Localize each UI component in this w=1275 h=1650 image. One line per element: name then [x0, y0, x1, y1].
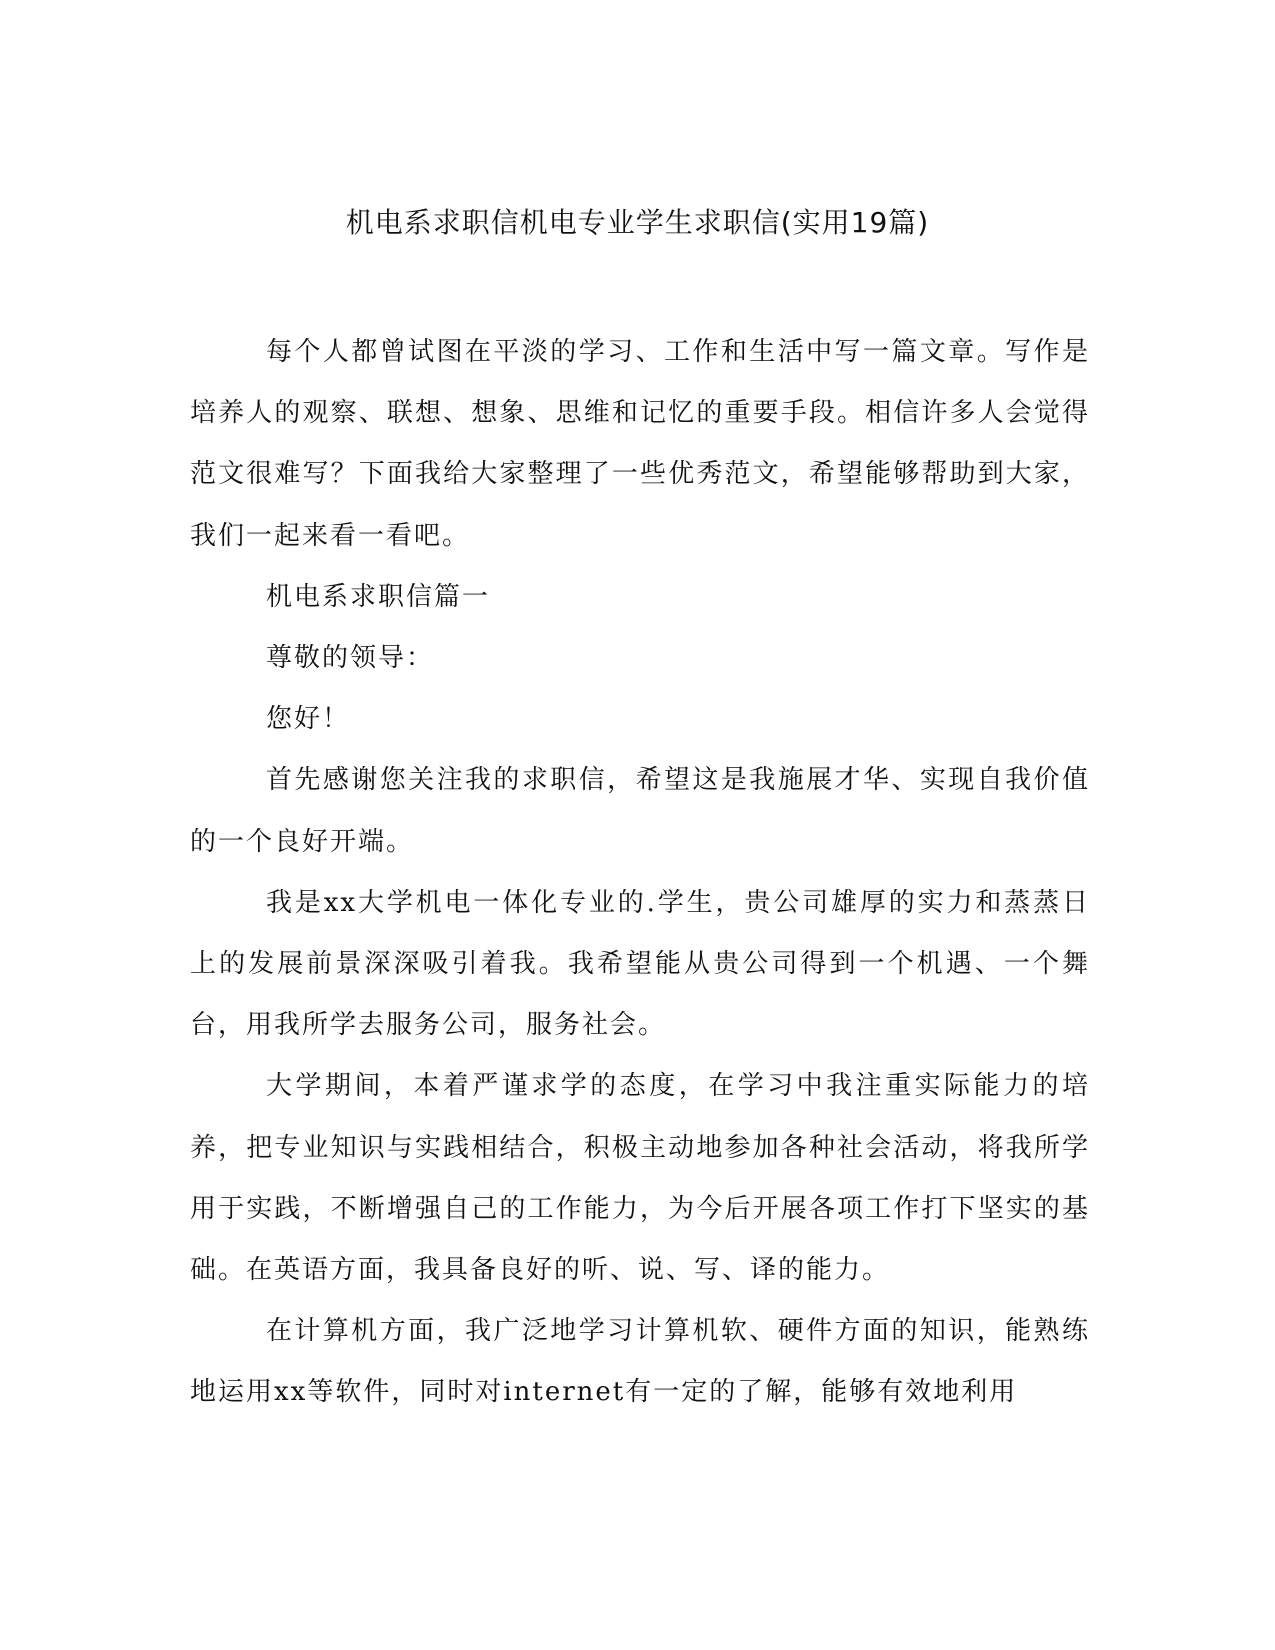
body-paragraph: 我是xx大学机电一体化专业的.学生，贵公司雄厚的实力和蒸蒸日上的发展前景深深吸引着我。我希望能从贵公司得到一个机遇、一个舞台，用我所学去服务公司，服务社会。: [190, 887, 1090, 1041]
document-title: 机电系求职信机电专业学生求职信(实用19篇): [345, 206, 930, 239]
document-body: [190, 322, 1090, 1424]
intro-paragraph: 每个人都曾试图在平淡的学习、工作和生活中写一篇文章。写作是培养人的观察、联想、想象、思维和记忆的重要手段。相信许多人会觉得范文很难写？下面我给大家整理了一些优秀范文，希望能够帮助到大家，我们一起来看一看吧。: [190, 337, 1090, 551]
body-paragraph: 大学期间，本着严谨求学的态度，在学习中我注重实际能力的培养，把专业知识与实践相结合，积极主动地参加各种社会活动，将我所学用于实践，不断增强自己的工作能力，为今后开展各项工作打下坚实的基础。在英语方面，我具备良好的听、说、写、译的能力。: [190, 1071, 1090, 1286]
section-heading: 机电系求职信篇一: [266, 581, 491, 612]
salutation: 尊敬的领导：: [266, 643, 435, 674]
body-paragraph: 首先感谢您关注我的求职信，希望这是我施展才华、实现自我价值的一个良好开端。: [190, 765, 1090, 857]
body-paragraph: 在计算机方面，我广泛地学习计算机软、硬件方面的知识，能熟练地运用xx等软件，同时对internet有一定的了解，能够有效地利用: [190, 1316, 1090, 1408]
greeting: 您好！: [266, 704, 351, 735]
